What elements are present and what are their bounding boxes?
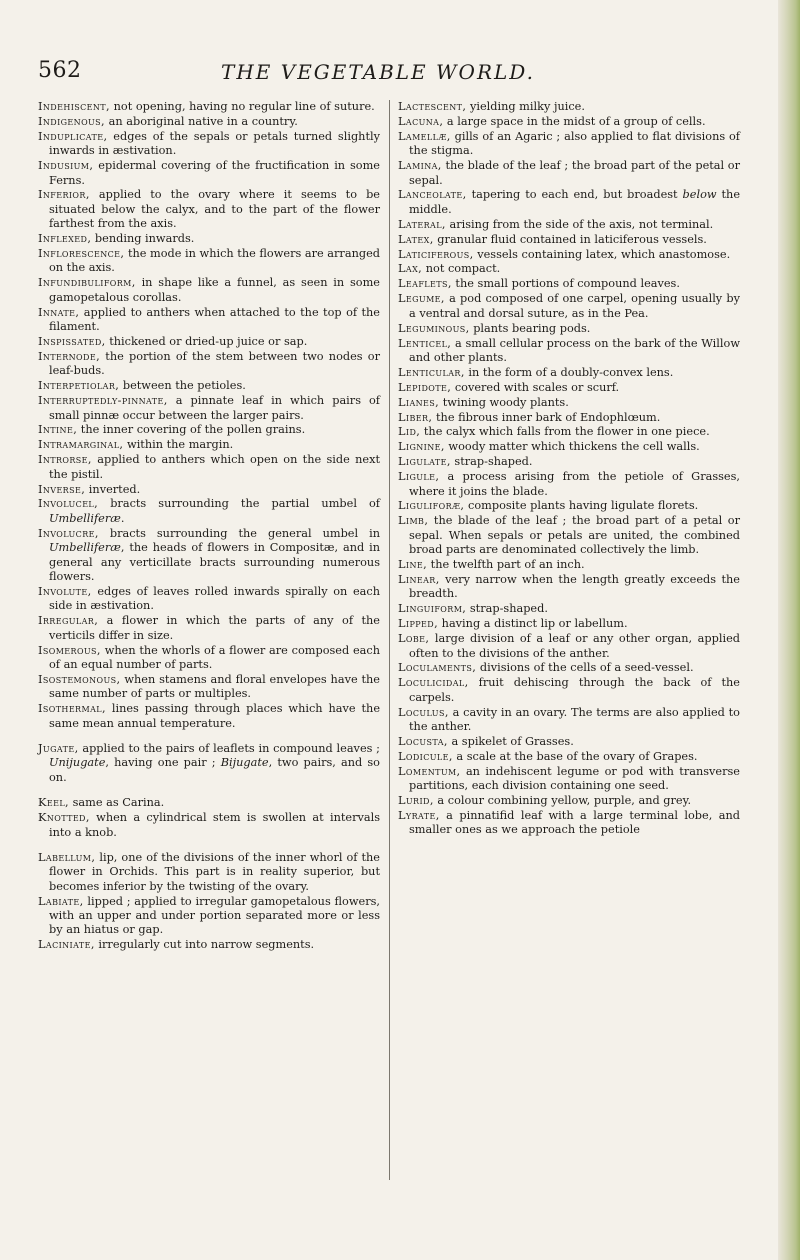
glossary-term: Loculus, [398, 705, 449, 719]
glossary-definition: having a distinct lip or labellum. [438, 617, 628, 631]
glossary-definition: fruit dehiscing through the back of the carpels. [409, 676, 740, 704]
glossary-entry [38, 130, 380, 159]
glossary-definition: a pod composed of one carpel, opening usually by a ventral and dorsal suture, as in the Pea. [409, 292, 740, 320]
glossary-definition: the portion of the stem between two nodes or leaf-buds. [49, 349, 380, 378]
glossary-definition: the blade of the leaf ; the broad part of the petal or sepal. [409, 159, 740, 187]
glossary-definition: yielding milky juice. [466, 100, 585, 113]
glossary-term: Induplicate, [38, 129, 108, 143]
glossary-term: Involucre, [38, 526, 99, 540]
glossary-definition: the small portions of compound leaves. [451, 277, 680, 291]
glossary-definition: a colour combining yellow, purple, and grey. [433, 794, 692, 808]
glossary-entry [38, 188, 380, 231]
glossary-term: Isostemonous, [38, 672, 121, 686]
glossary-entry [398, 115, 740, 129]
glossary-entry [38, 851, 380, 894]
glossary-definition: thickened or dried-up juice or sap. [105, 335, 308, 348]
glossary-entry [38, 100, 380, 114]
glossary-term: Intine, [38, 423, 78, 437]
glossary-entry [38, 614, 380, 643]
glossary-entry [398, 425, 740, 439]
glossary-term: Lateral, [398, 217, 446, 231]
glossary-entry [38, 796, 380, 810]
glossary-entry [398, 514, 740, 557]
glossary-term: Lomentum, [398, 764, 461, 778]
glossary-definition: tapering to each end, but broadest [466, 188, 683, 202]
glossary-italic: Unijugate [49, 756, 106, 770]
glossary-term: Involucel, [38, 497, 99, 511]
glossary-definition-cont: , the heads of flowers in Compositæ, and in general any verticillate bracts surrounding numerous flowers. [49, 541, 380, 583]
glossary-term: Lignine, [398, 440, 445, 454]
glossary-term: Indigenous, [38, 114, 106, 128]
glossary-term: Leaflets, [398, 277, 452, 291]
glossary-entry [398, 440, 740, 454]
glossary-term: Latex, [398, 232, 434, 246]
glossary-definition: the blade of the leaf ; the broad part of a petal or sepal. When sepals or petals are united, the combined broad parts are denominated collectively the limb. [409, 514, 740, 557]
glossary-definition: edges of leaves rolled inwards spirally on each side in æstivation. [49, 584, 380, 613]
glossary-definition-cont: . [120, 511, 125, 525]
glossary-term: Indusium, [38, 159, 94, 173]
glossary-term: Inspissated, [38, 335, 106, 348]
glossary-entry [398, 322, 740, 336]
glossary-term: Intramarginal, [38, 438, 124, 452]
glossary-definition: a large space in the midst of a group of cells. [443, 114, 706, 128]
glossary-term: Leguminous, [398, 321, 470, 335]
glossary-entry [398, 735, 740, 749]
glossary-definition: strap-shaped. [466, 602, 548, 616]
glossary-term: Inflorescence, [38, 247, 125, 261]
glossary-entry [398, 233, 740, 247]
glossary-definition-cont: , having one pair ; [105, 756, 221, 770]
glossary-term: Lenticel, [398, 336, 452, 350]
glossary-definition: twining woody plants. [439, 395, 569, 409]
glossary-entry [398, 573, 740, 602]
glossary-definition: lipped ; applied to irregular gamopetalous flowers, with an upper and under portion separated more or less by an hiatus or gap. [49, 894, 380, 937]
glossary-entry [398, 248, 740, 262]
glossary-entry [398, 381, 740, 395]
glossary-definition: the fibrous inner bark of Endophlœum. [432, 410, 661, 424]
glossary-entry [38, 335, 380, 349]
glossary-definition: not opening, having no regular line of suture. [110, 100, 375, 113]
glossary-definition: the twelfth part of an inch. [427, 558, 585, 572]
glossary-definition: irregularly cut into narrow segments. [94, 938, 315, 952]
page-edge [778, 0, 800, 1260]
glossary-definition: arising from the side of the axis, not terminal. [445, 217, 714, 231]
glossary-term: Locusta, [398, 734, 448, 748]
glossary-term: Ligule, [398, 470, 440, 484]
glossary-definition: a scale at the base of the ovary of Grapes. [452, 749, 698, 763]
right-column [398, 100, 740, 838]
glossary-term: Legume, [398, 292, 445, 306]
glossary-term: Inverse, [38, 482, 86, 496]
glossary-entry [38, 306, 380, 335]
glossary-entry [398, 366, 740, 380]
glossary-definition: in the form of a doubly-convex lens. [464, 365, 674, 379]
glossary-term: Lanceolate, [398, 188, 467, 202]
glossary-definition: divisions of the cells of a seed-vessel. [476, 661, 694, 675]
glossary-term: Infundibuliform, [38, 276, 136, 290]
glossary-term: Lipped, [398, 617, 439, 631]
glossary-definition: granular fluid contained in laticiferous vessels. [433, 232, 707, 246]
glossary-entry [38, 423, 380, 437]
glossary-entry [398, 617, 740, 631]
glossary-definition-cont: , two pairs, and so on. [49, 756, 380, 784]
glossary-definition: applied to the pairs of leaflets in compound leaves ; [78, 741, 380, 755]
glossary-definition: bracts surrounding the partial umbel of [98, 497, 380, 511]
glossary-entry [398, 750, 740, 764]
glossary-term: Line, [398, 558, 428, 572]
glossary-definition: a flower in which the parts of any of the verticils differ in size. [49, 614, 380, 642]
glossary-entry [38, 115, 380, 129]
glossary-term: Loculaments, [398, 661, 477, 675]
glossary-term: Interpetiolar, [38, 379, 120, 393]
glossary-term: Lianes, [398, 395, 440, 409]
glossary-definition: bending inwards. [91, 232, 195, 246]
glossary-term: Keel, [38, 796, 70, 810]
glossary-italic: below [682, 188, 717, 202]
glossary-entry [38, 673, 380, 702]
glossary-term: Limb, [398, 514, 429, 528]
glossary-entry [38, 938, 380, 952]
glossary-entry [398, 661, 740, 675]
glossary-entry [398, 632, 740, 661]
glossary-entry [398, 765, 740, 794]
glossary-definition: epidermal covering of the fructification in some Ferns. [49, 159, 380, 187]
glossary-definition: the inner covering of the pollen grains. [77, 423, 306, 437]
glossary-term: Lobe, [398, 632, 430, 646]
glossary-entry [38, 453, 380, 482]
glossary-definition: very narrow when the length greatly exceeds the breadth. [409, 573, 740, 601]
glossary-entry [38, 350, 380, 379]
glossary-term: Lyrate, [398, 809, 440, 822]
glossary-term: Lamina, [398, 159, 442, 173]
glossary-entry [398, 396, 740, 410]
glossary-entry [398, 455, 740, 469]
glossary-term: Labiate, [38, 894, 84, 908]
glossary-definition: applied to anthers which open on the side next the pistil. [49, 453, 380, 481]
glossary-definition: edges of the sepals or petals turned slightly inwards in æstivation. [49, 129, 380, 158]
glossary-definition: plants bearing pods. [469, 321, 591, 335]
glossary-definition: a small cellular process on the bark of the Willow and other plants. [409, 336, 740, 364]
glossary-definition: a spikelet of Grasses. [447, 734, 574, 748]
glossary-term: Innate, [38, 305, 80, 319]
glossary-definition: strap-shaped. [450, 455, 533, 469]
glossary-term: Lepidote, [398, 380, 452, 394]
glossary-entry [38, 811, 380, 840]
glossary-entry [38, 379, 380, 393]
glossary-definition: not compact. [422, 262, 501, 276]
glossary-term: Jugate, [38, 741, 79, 755]
glossary-term: Lamellæ, [398, 129, 451, 143]
glossary-entry [38, 702, 380, 731]
glossary-definition: an aboriginal native in a country. [105, 114, 298, 128]
glossary-term: Liber, [398, 410, 433, 424]
glossary-entry [38, 527, 380, 585]
glossary-entry [398, 809, 740, 838]
glossary-entry [398, 470, 740, 499]
running-head [38, 58, 738, 88]
glossary-definition: large division of a leaf or any other organ, applied often to the divisions of the anther. [409, 632, 740, 660]
glossary-term: Lurid, [398, 794, 434, 808]
glossary-definition: applied to anthers when attached to the top of the filament. [49, 305, 380, 334]
glossary-term: Indehiscent, [38, 100, 111, 113]
glossary-entry [398, 676, 740, 705]
column-divider [389, 100, 390, 1180]
glossary-entry [38, 483, 380, 497]
glossary-entry [38, 644, 380, 673]
glossary-entry [398, 706, 740, 735]
glossary-definition: woody matter which thickens the cell walls. [444, 440, 700, 454]
glossary-definition: the mode in which the flowers are arranged on the axis. [49, 247, 380, 275]
glossary-entry [398, 277, 740, 291]
glossary-entry [398, 130, 740, 159]
glossary-entry [398, 794, 740, 808]
glossary-entry [38, 438, 380, 452]
glossary-term: Isothermal, [38, 702, 106, 716]
glossary-term: Lodicule, [398, 749, 453, 763]
glossary-entry [398, 218, 740, 232]
glossary-definition: same as Carina. [69, 796, 165, 810]
glossary-italic: Bijugate [220, 756, 269, 770]
glossary-term: Loculicidal, [398, 676, 469, 690]
glossary-term: Lactescent, [398, 100, 467, 113]
glossary-entry [398, 499, 740, 513]
glossary-term: Linguiform, [398, 602, 467, 616]
glossary-entry [38, 232, 380, 246]
glossary-term: Internode, [38, 349, 101, 363]
glossary-definition: when stamens and floral envelopes have the same number of parts or multiples. [49, 672, 380, 701]
glossary-entry [398, 262, 740, 276]
glossary-entry [38, 394, 380, 423]
left-column [38, 100, 380, 953]
glossary-entry [398, 188, 740, 217]
glossary-definition: bracts surrounding the general umbel in [98, 526, 380, 540]
glossary-definition: covered with scales or scurf. [451, 380, 620, 394]
glossary-definition: inverted. [85, 482, 141, 496]
glossary-definition: in shape like a funnel, as seen in some gamopetalous corollas. [49, 276, 380, 304]
glossary-term: Introrse, [38, 453, 92, 467]
page-title: THE VEGETABLE WORLD. [221, 60, 535, 84]
glossary-term: Laciniate, [38, 938, 95, 952]
glossary-entry [398, 337, 740, 366]
page-number: 562 [38, 58, 82, 83]
glossary-definition: gills of an Agaric ; also applied to flat divisions of the stigma. [409, 129, 740, 158]
glossary-definition: applied to the ovary where it seems to be situated below the calyx, and to the part of the flower farthest from the axis. [49, 188, 380, 231]
glossary-term: Labellum, [38, 850, 96, 864]
glossary-entry [398, 411, 740, 425]
glossary-definition: vessels containing latex, which anastomose. [473, 247, 731, 261]
glossary-definition-cont: the middle. [409, 188, 741, 216]
glossary-entry [398, 159, 740, 188]
glossary-entry [38, 497, 380, 526]
glossary-term: Linear, [398, 573, 440, 586]
glossary-definition: within the margin. [123, 438, 234, 452]
glossary-entry [398, 100, 740, 114]
glossary-definition: an indehiscent legume or pod with transverse partitions, each division containing one seed. [409, 764, 740, 793]
glossary-entry [38, 742, 380, 785]
glossary-definition: a pinnate leaf in which pairs of small pinnæ occur between the larger pairs. [49, 394, 380, 422]
glossary-term: Liguliforæ, [398, 499, 465, 513]
glossary-definition: when a cylindrical stem is swollen at intervals into a knob. [49, 811, 380, 839]
glossary-entry [38, 895, 380, 938]
glossary-entry [38, 276, 380, 305]
glossary-entry [38, 159, 380, 188]
glossary-definition: when the whorls of a flower are composed each of an equal number of parts. [49, 643, 380, 671]
glossary-entry [398, 558, 740, 572]
glossary-entry [38, 247, 380, 276]
glossary-definition: lines passing through places which have the same mean annual temperature. [49, 702, 380, 730]
glossary-entry [398, 292, 740, 321]
glossary-definition: composite plants having ligulate florets. [464, 499, 699, 513]
glossary-definition: the calyx which falls from the flower in one piece. [420, 425, 710, 439]
glossary-italic: Umbelliferæ [49, 511, 121, 525]
glossary-term: Inferior, [38, 188, 90, 202]
glossary-term: Lenticular, [398, 365, 465, 379]
glossary-term: Lacuna, [398, 114, 444, 128]
glossary-term: Ligulate, [398, 455, 451, 469]
glossary-entry [398, 602, 740, 616]
glossary-term: Isomerous, [38, 643, 101, 657]
glossary-definition: a pinnatifid leaf with a large terminal lobe, and smaller ones as we approach the petiole [409, 809, 740, 837]
glossary-italic: Umbelliferæ [49, 541, 121, 555]
glossary-term: Interruptedly-pinnate, [38, 394, 168, 408]
glossary-term: Involute, [38, 584, 92, 598]
glossary-entry [38, 585, 380, 614]
glossary-term: Irregular, [38, 614, 99, 628]
glossary-term: Laticiferous, [398, 247, 474, 261]
glossary-definition: between the petioles. [119, 379, 246, 393]
glossary-term: Knotted, [38, 811, 90, 825]
glossary-definition: a process arising from the petiole of Grasses, where it joins the blade. [409, 470, 740, 498]
glossary-term: Lax, [398, 262, 423, 276]
glossary-term: Lid, [398, 425, 421, 439]
glossary-definition: a cavity in an ovary. The terms are also applied to the anther. [409, 705, 740, 734]
glossary-definition: lip, one of the divisions of the inner whorl of the flower in Orchids. This part is in reality superior, but becomes inferior by the twisting of the ovary. [49, 850, 380, 893]
glossary-term: Inflexed, [38, 232, 92, 246]
